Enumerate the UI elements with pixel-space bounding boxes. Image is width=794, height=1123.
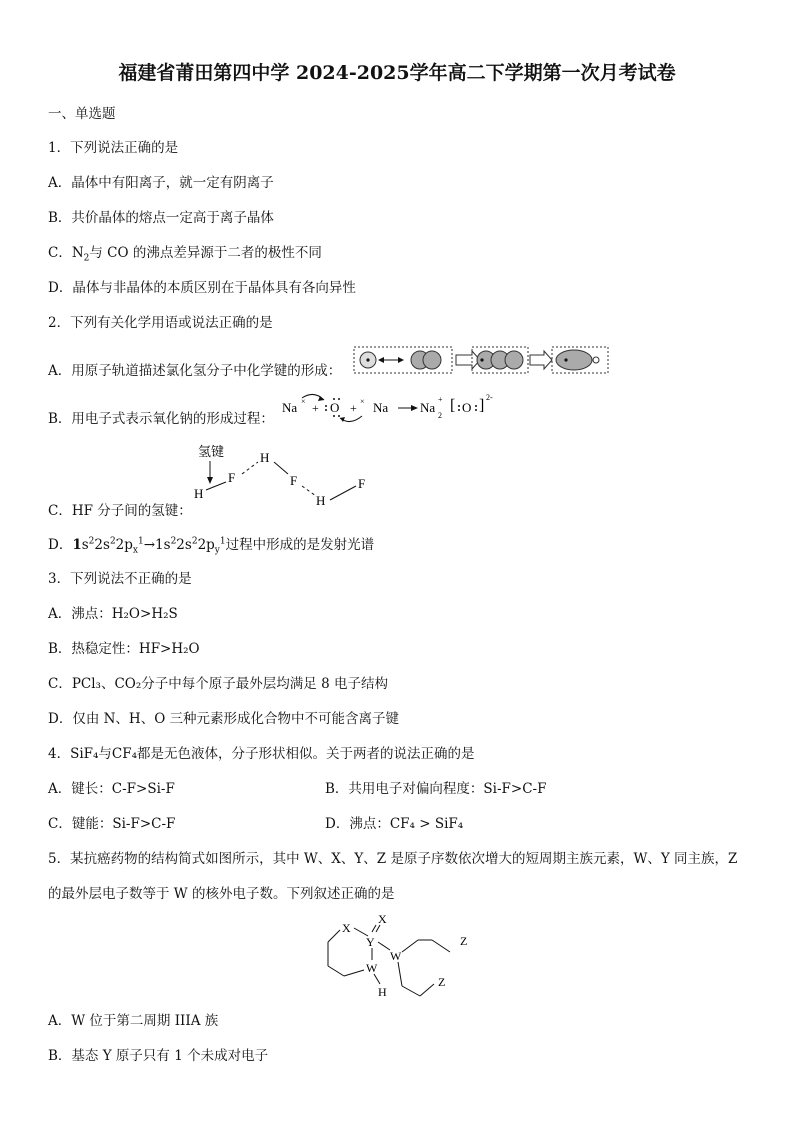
q2-stem: 2．下列有关化学用语或说法正确的是 (48, 315, 273, 331)
hf-hydrogen-bond-diagram (190, 438, 380, 508)
eq-na-right: Na (373, 400, 389, 415)
section-heading: 一、单选题 (48, 106, 116, 122)
q3-option-a: A．沸点：H₂O>H₂S (48, 606, 178, 622)
atom-z-lower: Z (438, 975, 446, 989)
svg-text:H: H (194, 486, 204, 501)
atom-w-right: W (390, 949, 402, 963)
q3-option-c: C．PCl₃、CO₂分子中每个原子最外层均满足 8 电子结构 (48, 676, 388, 692)
svg-text:O: O (462, 400, 472, 415)
page-title: 福建省莆田第四中学 2024-2025学年高二下学期第一次月考试卷 (118, 62, 676, 84)
svg-text:×: × (301, 397, 306, 406)
q4-option-d: D．沸点：CF₄ > SiF₄ (325, 816, 464, 832)
sodium-oxide-formation-equation (278, 392, 498, 426)
q4-option-a: A．键长：C-F>Si-F (48, 781, 175, 797)
q2-option-c: C．HF 分子间的氢键： (48, 503, 192, 519)
hbond-label: 氢键 (198, 444, 225, 459)
svg-text:Na: Na (420, 400, 436, 415)
svg-text:+: + (438, 395, 443, 404)
q4-option-b: B．共用电子对偏向程度：Si-F>C-F (325, 781, 547, 797)
q2-option-d: D．$1s^22s^22p_x^1\to 1s^22s^22p_y^1$过程中形成的是发射光谱 (48, 536, 375, 556)
svg-text:×: × (360, 397, 365, 406)
eq-oxygen: O (330, 400, 340, 415)
atom-x-top: X (378, 912, 387, 926)
q4-option-c: C．键能：Si-F>C-F (48, 816, 176, 832)
svg-text:F: F (290, 473, 298, 488)
q1-stem: 1．下列说法正确的是 (48, 140, 179, 156)
q3-stem: 3．下列说法不正确的是 (48, 571, 192, 587)
svg-text:2: 2 (438, 411, 442, 420)
svg-text:F: F (358, 476, 366, 491)
svg-text:+: + (350, 401, 357, 415)
atom-h: H (378, 985, 387, 999)
q1-option-d: D．晶体与非晶体的本质区别在于晶体具有各向异性 (48, 280, 356, 296)
q1-option-a: A．晶体中有阳离子，就一定有阴离子 (48, 175, 274, 191)
svg-text:[: [ (450, 397, 456, 414)
svg-text:F: F (228, 470, 236, 485)
eq-na-left: Na (282, 400, 298, 415)
q2-option-b: B．用电子式表示氧化钠的形成过程： (48, 411, 274, 427)
q5-stem-line2: 的最外层电子数等于 W 的核外电子数。下列叙述正确的是 (48, 886, 395, 902)
q4-stem: 4．SiF₄与CF₄都是无色液体，分子形状相似。关于两者的说法正确的是 (48, 746, 475, 762)
atom-w-bottom: W (366, 961, 378, 975)
q1-option-c: C．$N_2$与 CO 的沸点差异源于二者的极性不同 (48, 245, 322, 264)
atom-x-ring: X (342, 921, 351, 935)
q5-option-b: B．基态 Y 原子只有 1 个未成对电子 (48, 1048, 269, 1064)
svg-text:+: + (312, 401, 319, 415)
svg-text:H: H (260, 450, 270, 465)
q2-option-a: A．用原子轨道描述氯化氢分子中化学键的形成： (48, 363, 342, 379)
atom-y: Y (366, 935, 375, 949)
q3-option-b: B．热稳定性：HF>H₂O (48, 641, 200, 657)
molecule-structure-diagram (318, 910, 478, 1002)
svg-text:2-: 2- (486, 393, 493, 402)
atom-z-upper: Z (460, 934, 468, 948)
orbital-overlap-diagram (352, 345, 612, 375)
q3-option-d: D．仅由 N、H、O 三种元素形成化合物中不可能含离子键 (48, 711, 400, 727)
q5-option-a: A．W 位于第二周期 IIIA 族 (48, 1013, 219, 1029)
svg-text:H: H (316, 493, 326, 508)
q1-option-b: B．共价晶体的熔点一定高于离子晶体 (48, 210, 274, 226)
svg-text:]: ] (479, 397, 485, 414)
q5-stem-line1: 5．某抗癌药物的结构简式如图所示，其中 W、X、Y、Z 是原子序数依次增大的短周期主族元素，W、Y 同主族，Z (48, 851, 738, 867)
